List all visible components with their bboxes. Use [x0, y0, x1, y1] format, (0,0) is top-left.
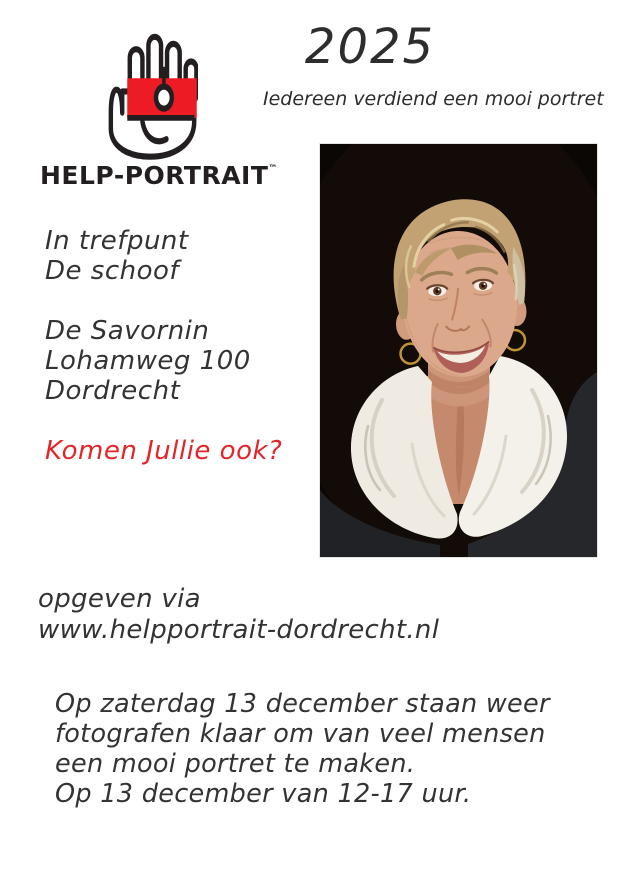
details-line-3: een mooi portret te maken.: [55, 749, 416, 779]
brand-wordmark: [40, 161, 300, 190]
address-line-3: Dordrecht: [45, 376, 181, 406]
trademark-symbol: ™: [268, 164, 278, 174]
hand-camera-logo-icon: [102, 28, 198, 162]
venue-line-2: De schoof: [45, 256, 180, 286]
details-line-4: Op 13 december van 12-17 uur.: [55, 779, 472, 809]
year-heading: 2025: [304, 19, 436, 75]
signup-block: [38, 584, 439, 646]
brand-name: HELP-PORTRAIT: [40, 161, 269, 190]
portrait-illustration: [320, 144, 597, 557]
details-line-1: Op zaterdag 13 december staan weer: [55, 689, 550, 719]
venue-line-1: In trefpunt: [45, 226, 189, 256]
event-details-block: [55, 689, 550, 809]
signup-website: www.helpportrait-dordrecht.nl: [38, 615, 440, 645]
spacer: [45, 406, 282, 436]
invitation-text: Komen Jullie ook?: [45, 436, 283, 466]
location-block: [45, 226, 282, 466]
details-line-2: fotografen klaar om van veel mensen: [55, 719, 546, 749]
address-line-2: Lohamweg 100: [45, 346, 251, 376]
address-line-1: De Savornin: [45, 316, 210, 346]
signup-prefix: opgeven via: [38, 584, 201, 614]
portrait-photo: [320, 144, 597, 557]
tagline: Iedereen verdiend een mooi portret: [263, 88, 604, 110]
spacer: [45, 286, 282, 316]
